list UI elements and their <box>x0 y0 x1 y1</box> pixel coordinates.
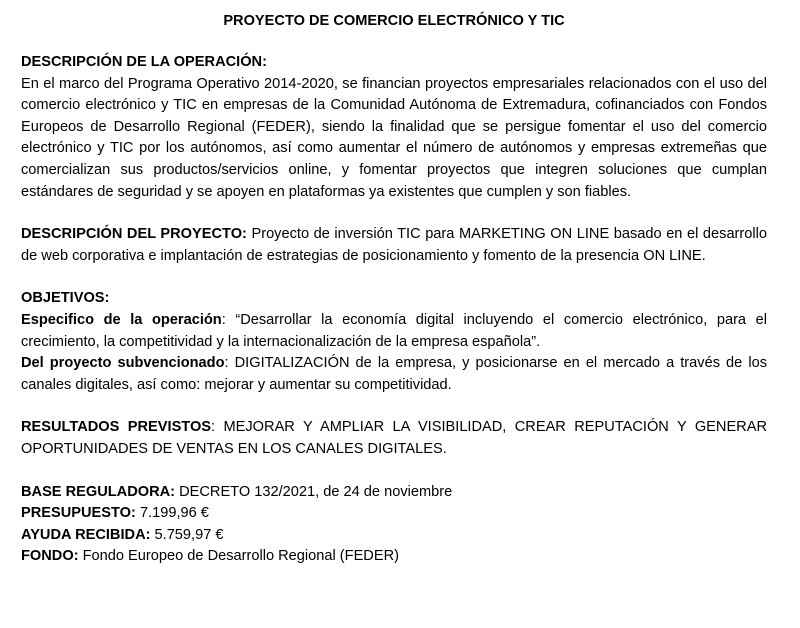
section-datos <box>21 482 767 568</box>
ayuda-recibida-line <box>21 525 767 547</box>
base-reguladora-value: DECRETO 132/2021, de 24 de noviembre <box>175 483 453 500</box>
objetivo-subvencionado <box>21 353 767 396</box>
objetivo-especifico <box>21 310 767 353</box>
resultados-heading: RESULTADOS PREVISTOS <box>21 419 212 436</box>
fondo-label: FONDO: <box>21 548 79 565</box>
section-objetivos <box>21 288 767 396</box>
ayuda-recibida-value: 5.759,97 € <box>150 526 224 543</box>
objetivos-heading: OBJETIVOS: <box>21 290 110 307</box>
operacion-text: En el marco del Programa Operativo 2014-2020, se financian proyectos empresariales relacionados con el uso del comercio electrónico y TIC en empresas de la Comunidad Autónoma de Extremadura, cofinanciados con Fondos Europeos de Desarrollo Regional (FEDER), siendo la finalidad que se persigue fomentar el uso del comercio electrónico y TIC por los autónomos, así como aumentar el número de autónomos y empresas extremeñas que comercializan sus productos/servicios online, y fomentar proyectos que integren soluciones que cumplan estándares de seguridad y se apoyen en plataformas ya existentes que cumplen y son fiables. <box>21 75 767 200</box>
proyecto-heading: DESCRIPCIÓN DEL PROYECTO: <box>21 226 247 243</box>
fondo-value: Fondo Europeo de Desarrollo Regional (FEDER) <box>78 548 399 565</box>
objetivo-especifico-text: : “Desarrollar la economía digital incluyendo el comercio electrónico, para el crecimiento, la competitividad y la internacionalización de la empresa española”. <box>21 311 767 350</box>
section-descripcion-proyecto <box>21 224 767 267</box>
operacion-heading: DESCRIPCIÓN DE LA OPERACIÓN: <box>21 54 267 70</box>
objetivo-subvencionado-text: : DIGITALIZACIÓN de la empresa, y posicionarse en el mercado a través de los canales digitales, así como: mejorar y aumentar su competitividad. <box>21 355 767 393</box>
section-resultados <box>21 417 767 460</box>
resultados-text: : MEJORAR Y AMPLIAR LA VISIBILIDAD, CREAR REPUTACIÓN Y GENERAR OPORTUNIDADES DE VENTAS EN LOS CANALES DIGITALES. <box>21 419 767 457</box>
ayuda-recibida-label: AYUDA RECIBIDA: <box>21 526 151 543</box>
document-title: PROYECTO DE COMERCIO ELECTRÓNICO Y TIC <box>223 13 565 29</box>
objetivo-subvencionado-label: Del proyecto subvencionado <box>21 355 225 372</box>
base-reguladora-label: BASE REGULADORA: <box>21 483 176 500</box>
base-reguladora-line <box>21 482 767 504</box>
section-descripcion-operacion <box>21 52 767 203</box>
fondo-line <box>21 546 767 568</box>
objetivo-especifico-label: Especifico de la operación <box>21 311 222 328</box>
presupuesto-value: 7.199,96 € <box>135 505 209 522</box>
presupuesto-label: PRESUPUESTO: <box>21 505 136 522</box>
proyecto-text: Proyecto de inversión TIC para MARKETING ON LINE basado en el desarrollo de web corporativa e implantación de estrategias de posicionamiento y fomento de la presencia ON LINE. <box>21 226 767 264</box>
presupuesto-line <box>21 503 767 525</box>
